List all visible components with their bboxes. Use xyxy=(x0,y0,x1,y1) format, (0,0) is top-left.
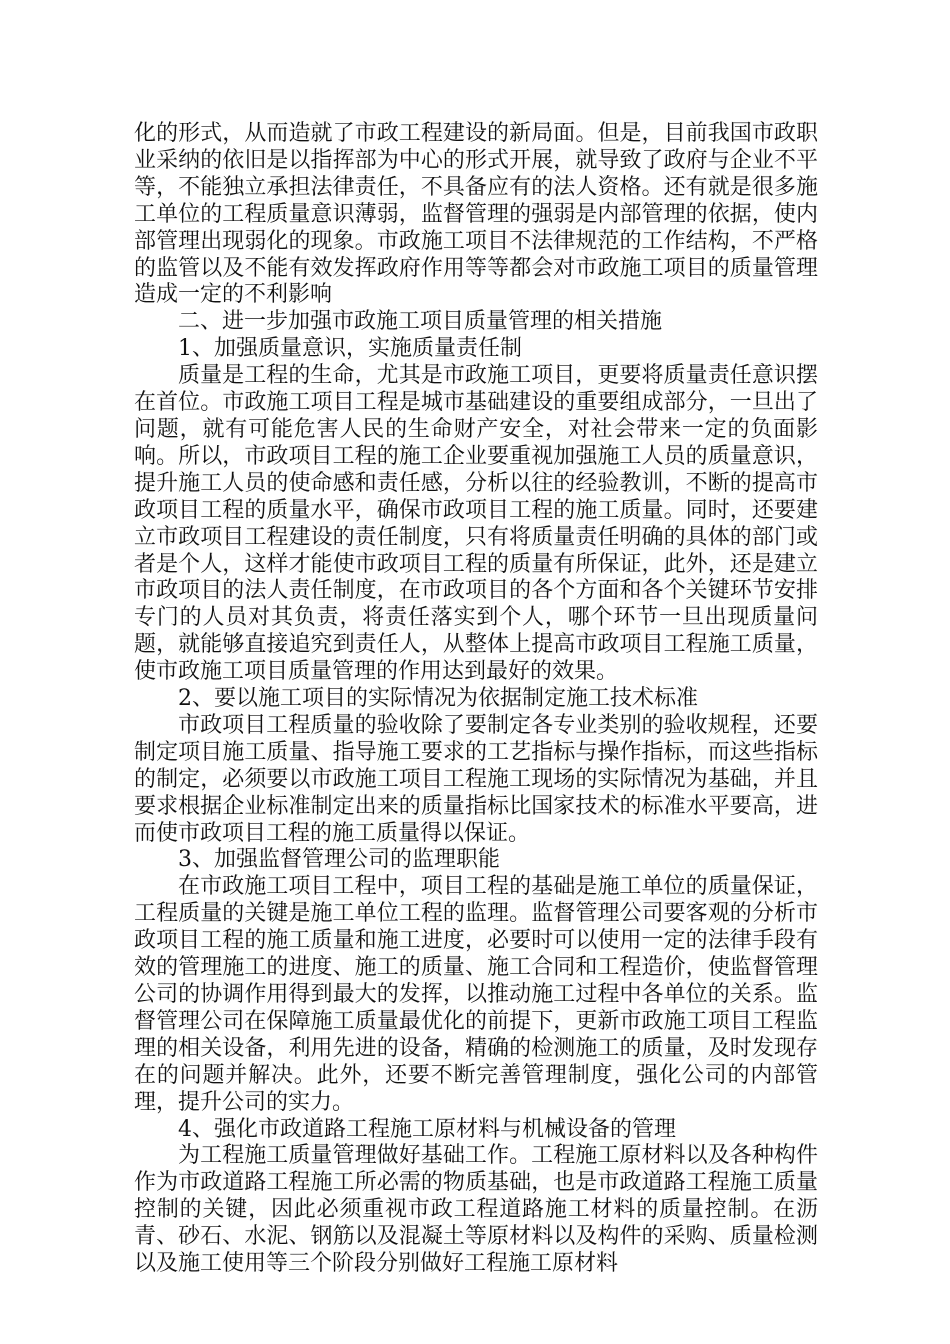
subheading-4: 4、强化市政道路工程施工原材料与机械设备的管理 xyxy=(178,1116,676,1142)
paragraph-materials: 为工程施工质量管理做好基础工作。工程施工原材料以及各种构件作为市政道路工程施工所必需的物质基础，也是市政道路工程施工质量控制的关键，因此必须重视市政工程道路施工材料的质量控制。在沥青、砂石、水泥、钢筋以及混凝土等原材料以及构件的采购、质量检测以及施工使用等三个阶段分别做好工程施工原材料 xyxy=(134,1143,818,1277)
subheading-1: 1、加强质量意识，实施质量责任制 xyxy=(178,336,522,362)
paragraph-quality-responsibility: 质量是工程的生命，尤其是市政施工项目，更要将质量责任意识摆在首位。市政施工项目工程是城市基础建设的重要组成部分，一旦出了问题，就有可能危害人民的生命财产安全，对社会带来一定的负面影响。所以，市政项目工程的施工企业要重视加强施工人员的质量意识，提升施工人员的使命感和责任感，分析以往的经验教训，不断的提高市政项目工程的质量水平，确保市政项目工程的施工质量。同时，还要建立市政项目工程建设的责任制度，只有将质量责任明确的具体的部门或者是个人，这样才能使市政项目工程的质量有所保证，此外，还是建立市政项目的法人责任制度，在市政项目的各个方面和各个关键环节安排专门的人员对其负责，将责任落实到个人，哪个环节一旦出现质量问题，就能够直接追究到责任人，从整体上提高市政项目工程施工质量，使市政施工项目质量管理的作用达到最好的效果。 xyxy=(134,363,818,685)
paragraph-supervision: 在市政施工项目工程中，项目工程的基础是施工单位的质量保证，工程质量的关键是施工单位工程的监理。监督管理公司要客观的分析市政项目工程的施工质量和施工进度，必要时可以使用一定的法律手段有效的管理施工的进度、施工的质量、施工合同和工程造价，使监督管理公司的协调作用得到最大的发挥，以推动施工过程中各单位的关系。监督管理公司在保障施工质量最优化的前提下，更新市政施工项目工程监理的相关设备，利用先进的设备，精确的检测施工的质量，及时发现存在的问题并解决。此外，还要不断完善管理制度，强化公司的内部管理，提升公司的实力。 xyxy=(134,874,818,1115)
paragraph-intro-continuation: 化的形式，从而造就了市政工程建设的新局面。但是，目前我国市政职业采纳的依旧是以指挥部为中心的形式开展，就导致了政府与企业不平等，不能独立承担法律责任，不具备应有的法人资格。还有就是很多施工单位的工程质量意识薄弱，监督管理的强弱是内部管理的依据，使内部管理出现弱化的现象。市政施工项目不法律规范的工作结构，不严格的监管以及不能有效发挥政府作用等等都会对市政施工项目的质量管理造成一定的不利影响 xyxy=(134,121,818,308)
document-body xyxy=(134,121,818,1278)
subheading-3: 3、加强监督管理公司的监理职能 xyxy=(178,847,500,873)
section-heading-2: 二、进一步加强市政施工项目质量管理的相关措施 xyxy=(178,309,663,335)
paragraph-technical-standards: 市政项目工程质量的验收除了要制定各专业类别的验收规程，还要制定项目施工质量、指导施工要求的工艺指标与操作指标，而这些指标的制定，必须要以市政施工项目工程施工现场的实际情况为基础，并且要求根据企业标准制定出来的质量指标比国家技术的标准水平要高，进而使市政项目工程的施工质量得以保证。 xyxy=(134,712,818,846)
subheading-2: 2、要以施工项目的实际情况为依据制定施工技术标准 xyxy=(178,686,698,712)
